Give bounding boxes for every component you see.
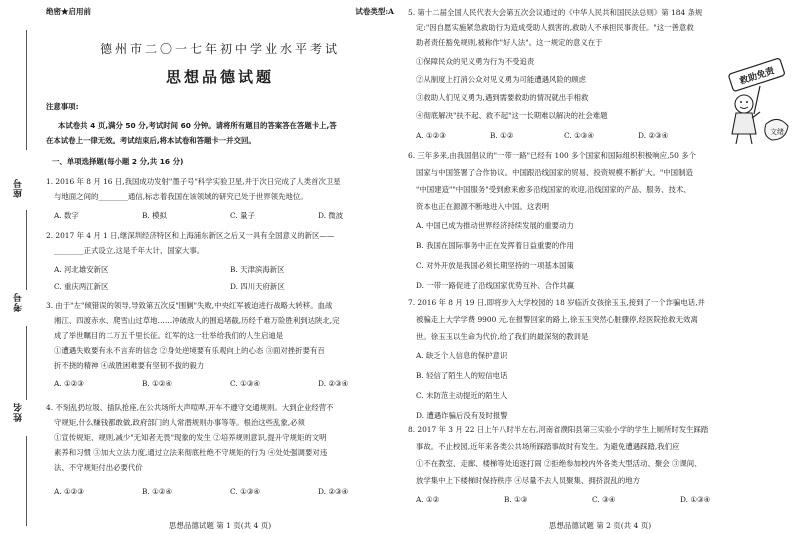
gutter-line xyxy=(26,30,27,150)
q7-stem: 7. 2016 年 8 月 19 日,即将步入大学校园的 18 岁临沂女孩徐玉玉,接到了一个诈骗电话,并 xyxy=(408,298,705,307)
notice-line: 在本试卷上一律无效。考试结束后,将本试卷和答题卡一并交回。 xyxy=(46,136,256,145)
q4-option-d: D. ②③④ xyxy=(318,487,349,496)
q4-stem: 守规矩,什么赚钱都敢做,政府部门的人常潜规则办事等等。根治这些乱象,必须 xyxy=(54,418,305,427)
name-label: 姓名 xyxy=(14,402,24,422)
q5-stem: 助者责任豁免规则,被称作"好人法"。这一规定的意义在于 xyxy=(416,38,603,47)
q8-stem: 8. 2017 年 3 月 22 日上午八时半左右,河南省濮阳县第三实验小学的学生上厕所时发生踩踏 xyxy=(408,425,709,434)
q2-stem: ________正式设立,这是千年大计、国家大事。 xyxy=(54,246,205,255)
q4-statements: 素养和习惯 ③加大立法力度,通过立法来彻底杜绝不守规矩的行为 ④处处强调要对违 xyxy=(54,448,328,457)
cartoon-illustration xyxy=(716,54,794,146)
q6-stem: 6. 三年多来,由我国倡议的"一带一路"已经有 100 多个国家和国际组织积极响应,50 多个 xyxy=(408,151,696,160)
q6-option-c: C. 对外开放是我国必须长期坚持的一项基本国策 xyxy=(416,261,574,270)
q1-option-b: B. 模拟 xyxy=(142,211,167,220)
q3-stem: 成了举世瞩目的二万五千里长征。红军的这一壮举给我们的人生启迪是 xyxy=(54,331,284,340)
q1-option-a: A. 数字 xyxy=(54,211,79,220)
exam-page-2 xyxy=(400,0,800,534)
q5-stem: 5. 第十二届全国人民代表大会第五次会议通过的《中华人民共和国民法总则》第 184 条规 xyxy=(408,8,703,17)
paper-type: 试卷类型:A xyxy=(355,7,394,16)
notice-heading: 注意事项: xyxy=(46,102,79,111)
q5-statement: ①保障民众的见义勇为行为不受追责 xyxy=(416,57,535,66)
q5-option-a: A. ①②③ xyxy=(416,131,446,140)
cartoon-caption: 文绪 xyxy=(770,128,784,136)
q5-stem: 定:"因自愿实施紧急救助行为造成受助人损害的,救助人不承担民事责任。"这一善意救 xyxy=(416,23,694,32)
cartoon-sign-text: 救助免责 xyxy=(738,66,776,87)
q5-option-c: C. ①③④ xyxy=(564,131,594,140)
q7-stem: 被骗走上大学学费 9900 元,在报警回家的路上,徐玉玉突然心脏骤停,经医院抢救无效离 xyxy=(416,315,698,324)
q5-statement: ③救助人们见义勇为,遇到需要救助的情况就出手相救 xyxy=(416,93,589,102)
q3-option-a: A. ①②③ xyxy=(54,379,84,388)
q3-statements: 折不挠的精神 ④战胜困难要有坚韧不拔的毅力 xyxy=(54,361,205,370)
q8-statements: ①不在教室、走廊、楼梯等处追逐打闹 ②拒绝参加校内外各类大型活动、聚会 ③课间、 xyxy=(416,459,702,468)
q5-statement: ②从制度上打消公众对见义勇为可能遭遇风险的顾虑 xyxy=(416,75,586,84)
page-footer: 思想品德试题 第 1 页(共 4 页) xyxy=(168,521,272,530)
q7-option-d: D. 遭遇诈骗后没有及时报警 xyxy=(416,411,508,420)
q1-stem: 1. 2016 年 8 月 16 日,我国成功发射"墨子号"科学实验卫星,并于次日完成了人类首次卫星 xyxy=(46,177,341,186)
exam-title: 德州市二〇一七年初中学业水平考试 xyxy=(99,42,340,56)
q4-statements: ①宣传规矩、规则,减少"无知者无畏"现象的发生 ②培养规则意识,提升守规矩的文明 xyxy=(54,433,327,442)
q1-option-c: C. 量子 xyxy=(230,211,255,220)
q7-stem: 世。徐玉玉以生命为代价,给了我们的最深刻的教训是 xyxy=(416,332,589,341)
q6-option-b: B. 我国在国际事务中正在发挥着日益重要的作用 xyxy=(416,241,574,250)
q5-option-b: B. ①② xyxy=(490,131,514,140)
q2-stem: 2. 2017 年 4 月 1 日,继深圳经济特区和上海浦东新区之后又一具有全国意义的新区—— xyxy=(46,231,335,240)
q6-option-d: D. 一带一路促进了沿线国家优势互补、合作共赢 xyxy=(416,281,575,290)
q5-statement: ④彻底解决"扶不起、救不起"这一长期难以解决的社会难题 xyxy=(416,111,608,120)
q3-option-b: B. ①②④ xyxy=(142,379,173,388)
seat-label: 座号 xyxy=(14,178,24,198)
q6-option-a: A. 中国已成为推动世界经济持续发展的重要动力 xyxy=(416,221,574,230)
cartoon-drawing xyxy=(716,54,794,146)
section-heading: 一、单项选择题(每小题 2 分,共 16 分) xyxy=(52,157,184,166)
confidential-mark: 绝密★启用前 xyxy=(46,7,91,16)
q8-option-c: C. ③④ xyxy=(592,495,616,504)
gutter-line xyxy=(26,326,27,400)
q3-statements: ①遭遇失败要有永不言弃的信念 ②身处逆境要有乐观向上的心态 ③面对挫折要有百 xyxy=(54,346,325,355)
q7-option-b: B. 轻信了陌生人的短信电话 xyxy=(416,371,508,380)
q4-option-c: C. ①③④ xyxy=(230,487,260,496)
q2-option-a: A. 河北雄安新区 xyxy=(54,265,109,274)
q5-option-d: D. ②③④ xyxy=(638,131,669,140)
q1-option-d: D. 微波 xyxy=(318,211,344,220)
gutter-line xyxy=(26,210,27,290)
binding-gutter xyxy=(0,0,44,534)
q6-stem: "中国建造""中国服务"受到愈来愈多沿线国家的欢迎,沿线国家的产品、服务、技术、 xyxy=(416,185,691,194)
q4-stem: 4. 不刻乱扔垃圾、插队抢座,在公共场所大声喧哗,开车不遵守交通规则。大到企业经营不 xyxy=(46,403,334,412)
q3-stem: 湘江、四渡赤水、爬雪山过草地……冲破敌人的围追堵截,历经千难万险胜利到达陕北,完 xyxy=(54,316,340,325)
gutter-line xyxy=(26,436,27,526)
q8-stem: 事故。不止校园,近年来各类公共场所踩踏事故时有发生。为避免遭遇踩踏,我们应 xyxy=(416,442,680,451)
q3-stem: 3. 由于"左"倾错误的领导,导致第五次反"围剿"失败,中央红军被迫进行战略大转移。血战 xyxy=(46,301,333,310)
subject-title: 思想品德试题 xyxy=(165,68,274,86)
q4-option-a: A. ①②③ xyxy=(54,487,84,496)
q8-option-d: D. ①③④ xyxy=(680,495,711,504)
q2-option-b: B. 天津滨海新区 xyxy=(230,265,285,274)
q6-stem: 国家与中国签署了合作协议。中国跟沿线国家的贸易、投资规模不断扩大。"中国制造 xyxy=(416,168,693,177)
exam-number-label: 考号 xyxy=(14,292,24,312)
q4-statements: 法、不守规矩付出必要代价 xyxy=(54,463,143,472)
q2-option-d: D. 四川天府新区 xyxy=(230,282,285,291)
q1-stem: 与地面之间的________通信,标志着我国在该领域的研究已处于世界领先地位。 xyxy=(54,192,308,201)
q8-option-a: A. ①② xyxy=(416,495,440,504)
q2-option-c: C. 重庆两江新区 xyxy=(54,282,109,291)
q3-option-c: C. ①③④ xyxy=(230,379,260,388)
q3-option-d: D. ②③④ xyxy=(318,379,349,388)
q7-option-a: A. 缺乏个人信息的保护意识 xyxy=(416,351,508,360)
notice-line: 本试卷共 4 页,满分 50 分,考试时间 60 分钟。请将所有题目的答案答在答题卡上,答 xyxy=(58,121,337,130)
q6-stem: 资本也正在源源不断地进入中国。这表明 xyxy=(416,202,550,211)
q8-statements: 放学集中上下楼梯时保持秩序 ④尽量不去人员聚集、拥挤混乱的地方 xyxy=(416,476,641,485)
q4-option-b: B. ①②④ xyxy=(142,487,173,496)
q7-option-c: C. 未防范主动提近的陌生人 xyxy=(416,391,508,400)
page-footer: 思想品德试题 第 2 页(共 4 页) xyxy=(548,521,652,530)
q8-option-b: B. ①③ xyxy=(504,495,528,504)
